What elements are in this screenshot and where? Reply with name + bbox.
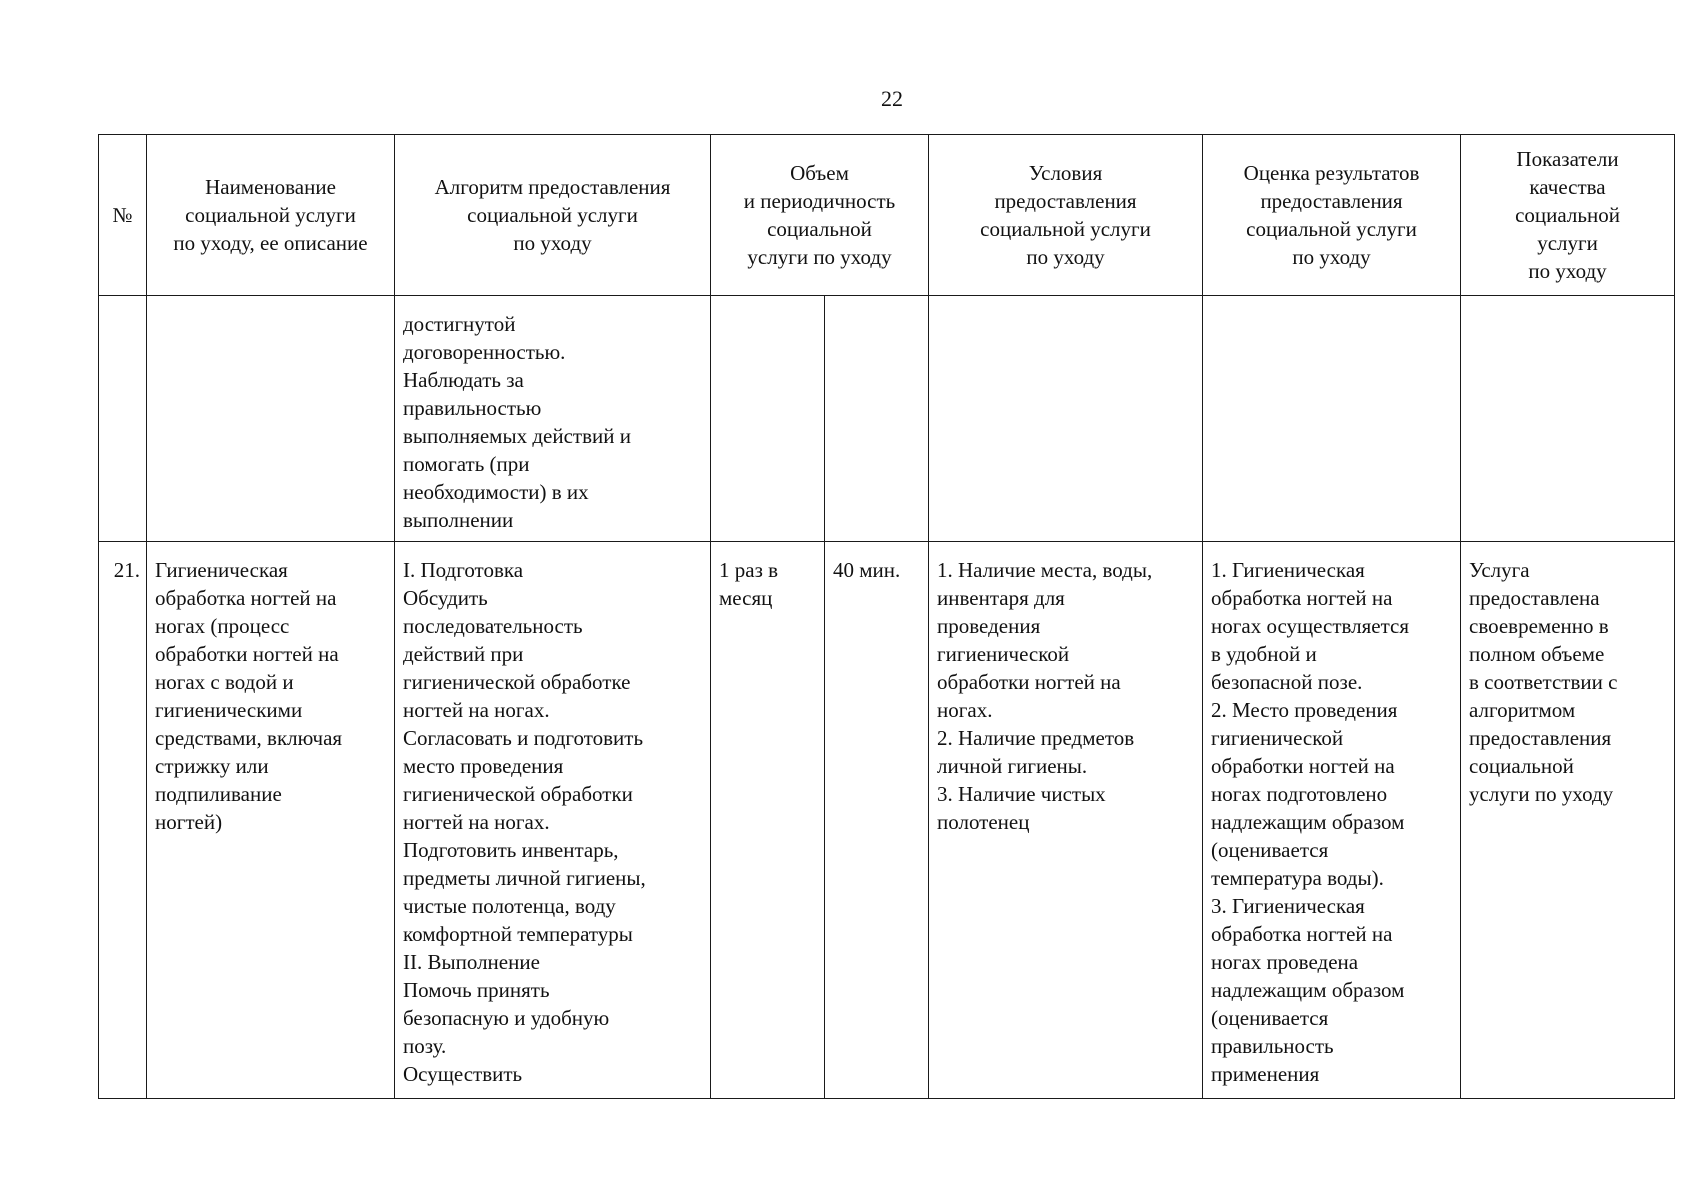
text-line: обработки ногтей на xyxy=(937,670,1121,694)
text-line: услуги xyxy=(1537,231,1598,255)
text-line: услуги по уходу xyxy=(1469,782,1614,806)
header-volume xyxy=(711,135,929,296)
text-line: выполнении xyxy=(403,508,514,532)
text-line: ногах осуществляется xyxy=(1211,614,1410,638)
text-line: полотенец xyxy=(937,810,1030,834)
text-line: своевременно в xyxy=(1469,614,1609,638)
text-line: ногтей) xyxy=(155,810,223,834)
text-line: 40 мин. xyxy=(833,558,901,582)
cell-name-21 xyxy=(147,542,395,1099)
text-line: 1 раз в xyxy=(719,558,779,582)
text-line: в удобной и xyxy=(1211,642,1317,666)
text-line: 2. Наличие предметов xyxy=(937,726,1135,750)
text-line: ногтей на ногах. xyxy=(403,698,550,722)
text-line: помогать (при xyxy=(403,452,530,476)
text-line: социальной xyxy=(1515,203,1620,227)
text-line: социальной услуги xyxy=(980,217,1151,241)
text-line: 1. Гигиеническая xyxy=(1211,558,1365,582)
text-line: Показатели xyxy=(1516,147,1619,171)
text-line: по уходу xyxy=(1292,245,1371,269)
text-line: Условия xyxy=(1028,161,1103,185)
text-line: договоренностью. xyxy=(403,340,566,364)
header-quality xyxy=(1461,135,1675,296)
text-line: социальной услуги xyxy=(185,203,356,227)
cell-conditions-21 xyxy=(929,542,1203,1099)
text-line: по уходу, ее описание xyxy=(173,231,368,255)
text-line: социальной услуги xyxy=(467,203,638,227)
text-line: гигиенической xyxy=(1211,726,1344,750)
text-line: комфортной температуры xyxy=(403,922,633,946)
header-conditions xyxy=(929,135,1203,296)
text-line: Помочь принять xyxy=(403,978,550,1002)
table-row-continuation xyxy=(99,296,1675,542)
text-line: предоставления xyxy=(1469,726,1612,750)
text-line: Гигиеническая xyxy=(155,558,288,582)
text-line: гигиенической обработке xyxy=(403,670,631,694)
text-line: (оценивается xyxy=(1211,1006,1329,1030)
header-evaluation xyxy=(1203,135,1461,296)
text-line: по уходу xyxy=(1528,259,1607,283)
header-number xyxy=(99,135,147,296)
text-line: обработка ногтей на xyxy=(1211,922,1393,946)
text-line: личной гигиены. xyxy=(937,754,1088,778)
cell-quality-21 xyxy=(1461,542,1675,1099)
text-line: социальной xyxy=(1469,754,1574,778)
cell-quality-empty xyxy=(1461,296,1675,542)
cell-number-21: 21. xyxy=(99,542,147,1099)
text-line: предоставления xyxy=(994,189,1137,213)
text-line: проведения xyxy=(937,614,1041,638)
text-line: Подготовить инвентарь, xyxy=(403,838,619,862)
text-line: предоставлена xyxy=(1469,586,1600,610)
cell-duration-21 xyxy=(825,542,929,1099)
text-line: услуги по уходу xyxy=(747,245,892,269)
text-line: ногтей на ногах. xyxy=(403,810,550,834)
table-row-21 xyxy=(99,542,1675,1099)
cell-algorithm-21 xyxy=(395,542,711,1099)
text-line: социальной услуги xyxy=(1246,217,1417,241)
cell-duration-empty xyxy=(825,296,929,542)
text-line: предметы личной гигиены, xyxy=(403,866,646,890)
text-line: обработки ногтей на xyxy=(1211,754,1395,778)
text-line: Обсудить xyxy=(403,586,488,610)
cell-number-empty xyxy=(99,296,147,542)
text-line: безопасную и удобную xyxy=(403,1006,610,1030)
text-line: правильностью xyxy=(403,396,542,420)
text-line: выполняемых действий и xyxy=(403,424,631,448)
text-line: последовательность xyxy=(403,614,583,638)
text-line: ногах подготовлено xyxy=(1211,782,1388,806)
text-line: социальной xyxy=(767,217,872,241)
text-line: правильность xyxy=(1211,1034,1334,1058)
text-line: и периодичность xyxy=(743,189,896,213)
text-line: инвентаря для xyxy=(937,586,1065,610)
header-algorithm xyxy=(395,135,711,296)
text-line: температура воды). xyxy=(1211,866,1384,890)
text-line: 3. Гигиеническая xyxy=(1211,894,1365,918)
text-line: Осуществить xyxy=(403,1062,523,1086)
text-line: Согласовать и подготовить xyxy=(403,726,644,750)
cell-algorithm-continuation xyxy=(395,296,711,542)
text-line: гигиенической xyxy=(937,642,1070,666)
text-line: ногах проведена xyxy=(1211,950,1359,974)
text-line: гигиенической обработки xyxy=(403,782,633,806)
text-line: надлежащим образом xyxy=(1211,810,1405,834)
text-line: Алгоритм предоставления xyxy=(434,175,671,199)
text-line: подпиливание xyxy=(155,782,282,806)
page-number: 22 xyxy=(881,86,903,111)
text-line: I. Подготовка xyxy=(403,558,524,582)
text-line: качества xyxy=(1529,175,1606,199)
text-line: средствами, включая xyxy=(155,726,343,750)
text-line: Оценка результатов xyxy=(1243,161,1420,185)
text-line: алгоритмом xyxy=(1469,698,1576,722)
text-line: ногах с водой и xyxy=(155,670,294,694)
header-row xyxy=(99,135,1675,296)
text-line: необходимости) в их xyxy=(403,480,589,504)
text-line: Услуга xyxy=(1469,558,1530,582)
social-services-table xyxy=(98,134,1675,1099)
text-line: II. Выполнение xyxy=(403,950,540,974)
cell-evaluation-empty xyxy=(1203,296,1461,542)
cell-periodicity-21 xyxy=(711,542,825,1099)
text-line: по уходу xyxy=(1026,245,1105,269)
cell-evaluation-21 xyxy=(1203,542,1461,1099)
text-line: Наблюдать за xyxy=(403,368,524,392)
text-line: надлежащим образом xyxy=(1211,978,1405,1002)
cell-name-empty xyxy=(147,296,395,542)
text-line: № xyxy=(112,203,133,227)
text-line: применения xyxy=(1211,1062,1320,1086)
text-line: гигиеническими xyxy=(155,698,303,722)
text-line: в соответствии с xyxy=(1469,670,1618,694)
text-line: безопасной позе. xyxy=(1211,670,1363,694)
text-line: место проведения xyxy=(403,754,564,778)
text-line: (оценивается xyxy=(1211,838,1329,862)
text-line: достигнутой xyxy=(403,312,516,336)
text-line: 1. Наличие места, воды, xyxy=(937,558,1153,582)
text-line: ногах. xyxy=(937,698,993,722)
header-name xyxy=(147,135,395,296)
text-line: 2. Место проведения xyxy=(1211,698,1398,722)
text-line: предоставления xyxy=(1260,189,1403,213)
text-line: чистые полотенца, воду xyxy=(403,894,616,918)
text-line: обработка ногтей на xyxy=(155,586,337,610)
text-line: действий при xyxy=(403,642,524,666)
text-line: Наименование xyxy=(205,175,336,199)
text-line: месяц xyxy=(719,586,773,610)
text-line: полном объеме xyxy=(1469,642,1605,666)
text-line: 3. Наличие чистых xyxy=(937,782,1106,806)
text-line: позу. xyxy=(403,1034,447,1058)
text-line: стрижку или xyxy=(155,754,269,778)
text-line: Объем xyxy=(790,161,849,185)
cell-conditions-empty xyxy=(929,296,1203,542)
cell-periodicity-empty xyxy=(711,296,825,542)
text-line: по уходу xyxy=(513,231,592,255)
text-line: обработки ногтей на xyxy=(155,642,339,666)
text-line: ногах (процесс xyxy=(155,614,290,638)
text-line: обработка ногтей на xyxy=(1211,586,1393,610)
